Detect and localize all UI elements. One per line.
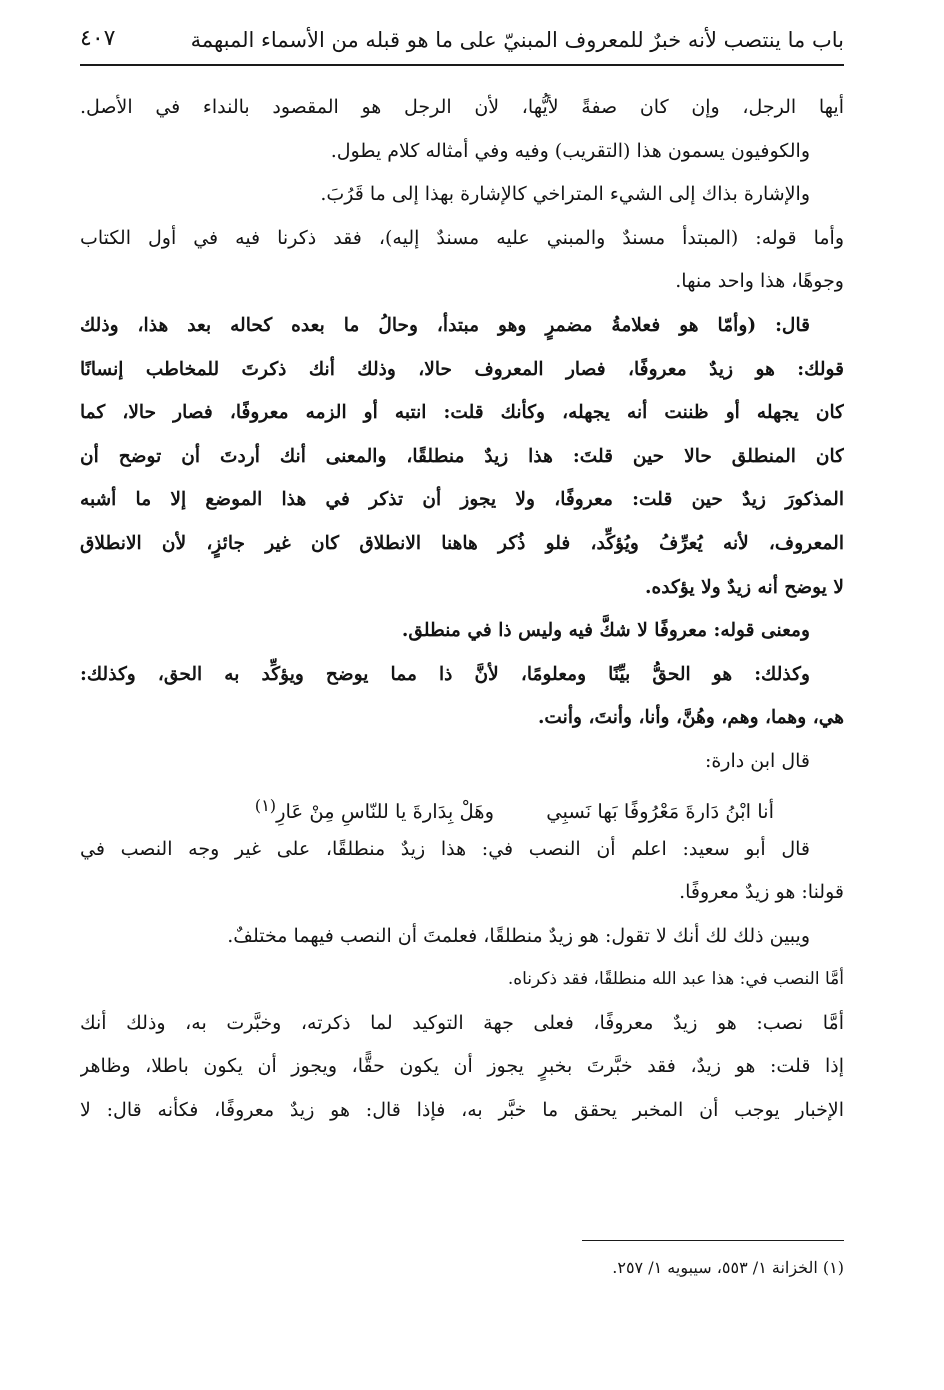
text-line: وكذلك: هو الحقُّ بيِّنًا ومعلومًا، لأنَّ ذا مما يوضح ويؤكِّد به الحق، وكذلك: bbox=[80, 663, 810, 685]
text-line: قولنا: هو زيدٌ معروفًا. bbox=[679, 881, 844, 904]
text-line: قال أبو سعيد: اعلم أن النصب في: هذا زيدٌ منطلقًا، على غير وجه النصب في bbox=[80, 837, 810, 860]
text-line: والإشارة بذاك إلى الشيء المتراخي كالإشارة بهذا إلى ما قَرُبَ. bbox=[320, 183, 810, 206]
text-line: قال: (وأمّا هو فعلامةُ مضمرٍ وهو مبتدأ، وحالُ ما بعده كحاله بعد هذا، وذلك bbox=[80, 314, 810, 336]
footnote-marker: (١) bbox=[254, 795, 277, 815]
text-line: كان المنطلق حالا حين قلتَ: هذا زيدٌ منطلقًا، والمعنى أنك أردتَ أن توضح أن bbox=[80, 445, 844, 467]
text-line: ومعنى قوله: معروفًا لا شكَّ فيه وليس ذا في منطلق. bbox=[401, 620, 810, 642]
footnote-rule bbox=[582, 1240, 844, 1241]
text-line: المعروف، لأنه يُعرِّفُ ويُؤكِّد، فلو ذُكر هاهنا الانطلاق كان غير جائزٍ، لأن الانطلاق bbox=[80, 532, 844, 554]
text-line: أيها الرجل، وإن كان صفةً لأيُّها، لأن الرجل هو المقصود بالنداء في الأصل. bbox=[80, 96, 844, 118]
text-line: والكوفيون يسمون هذا (التقريب) وفيه وفي أمثاله كلام يطول. bbox=[330, 139, 810, 162]
text-line: قال ابن دارة: bbox=[704, 749, 810, 772]
text-line: الإخبار يوجب أن المخبر يحقق ما خبَّر به، فإذا قال: هو زيدٌ معروفًا، فكأنه قال: لا bbox=[80, 1099, 844, 1122]
text-line: ويبين ذلك لك أنك لا تقول: هو زيدٌ منطلقًا، فعلمتَ أن النصب فيهما مختلفٌ. bbox=[227, 924, 810, 947]
text-line: قولك: هو زيدٌ معروفًا، فصار المعروف حالا، وذلك أنك ذكرتَ للمخاطب إنسانًا bbox=[80, 358, 844, 380]
text-line: وجوهًا، هذا واحد منها. bbox=[675, 270, 844, 293]
page-number: ٤٠٧ bbox=[80, 26, 116, 51]
poetry-verse bbox=[80, 784, 844, 828]
chapter-title: باب ما ينتصب لأنه خبرٌ للمعروف المبنيّ على ما هو قبله من الأسماء المبهمة bbox=[190, 28, 844, 52]
header-rule bbox=[80, 64, 844, 66]
main-text bbox=[80, 86, 844, 1133]
running-header bbox=[80, 22, 844, 66]
text-line: لا يوضح أنه زيدٌ ولا يؤكده. bbox=[645, 576, 844, 598]
verse-first-half: أنا ابْنُ دَارةَ مَعْرُوفًا بَها نَسبِي bbox=[546, 800, 774, 823]
text-line: المذكورَ زيدٌ حين قلت: معروفًا، ولا يجوز أن تذكر في هذا الموضع إلا ما أشبه bbox=[80, 489, 844, 511]
verse-second-half: وهَلْ بِدَارةَ يا للنّاسِ مِنْ عَارِ bbox=[276, 800, 494, 823]
text-line: هي، وهما، وهم، وهُنَّ، وأنا، وأنتَ، وأنت. bbox=[537, 707, 844, 729]
text-line: إذا قلت: هو زيدٌ، فقد خبَّرتَ بخبرٍ يجوز أن يكون حقًّا، ويجوز أن يكون باطلا، وظاهر bbox=[80, 1055, 844, 1078]
footnote: (١) الخزانة ١/ ٥٥٣، سيبويه ١/ ٢٥٧. bbox=[612, 1258, 844, 1277]
text-line: كان يجهله أو ظننت أنه يجهله، وكأنك قلت: انتبه أو الزمه معروفًا، فصار حالا، كما bbox=[80, 402, 844, 424]
text-line: وأما قوله: (المبتدأ مسندٌ والمبني عليه مسندٌ إليه)، فقد ذكرنا فيه في أول الكتاب bbox=[80, 226, 844, 249]
text-line: أمَّا نصب: هو زيدٌ معروفًا، فعلى جهة التوكيد لما ذكرته، وخبَّرت به، وذلك أنك bbox=[80, 1011, 844, 1034]
text-line: أمَّا النصب في: هذا عبد الله منطلقًا، فقد ذكرناه. bbox=[507, 969, 844, 990]
